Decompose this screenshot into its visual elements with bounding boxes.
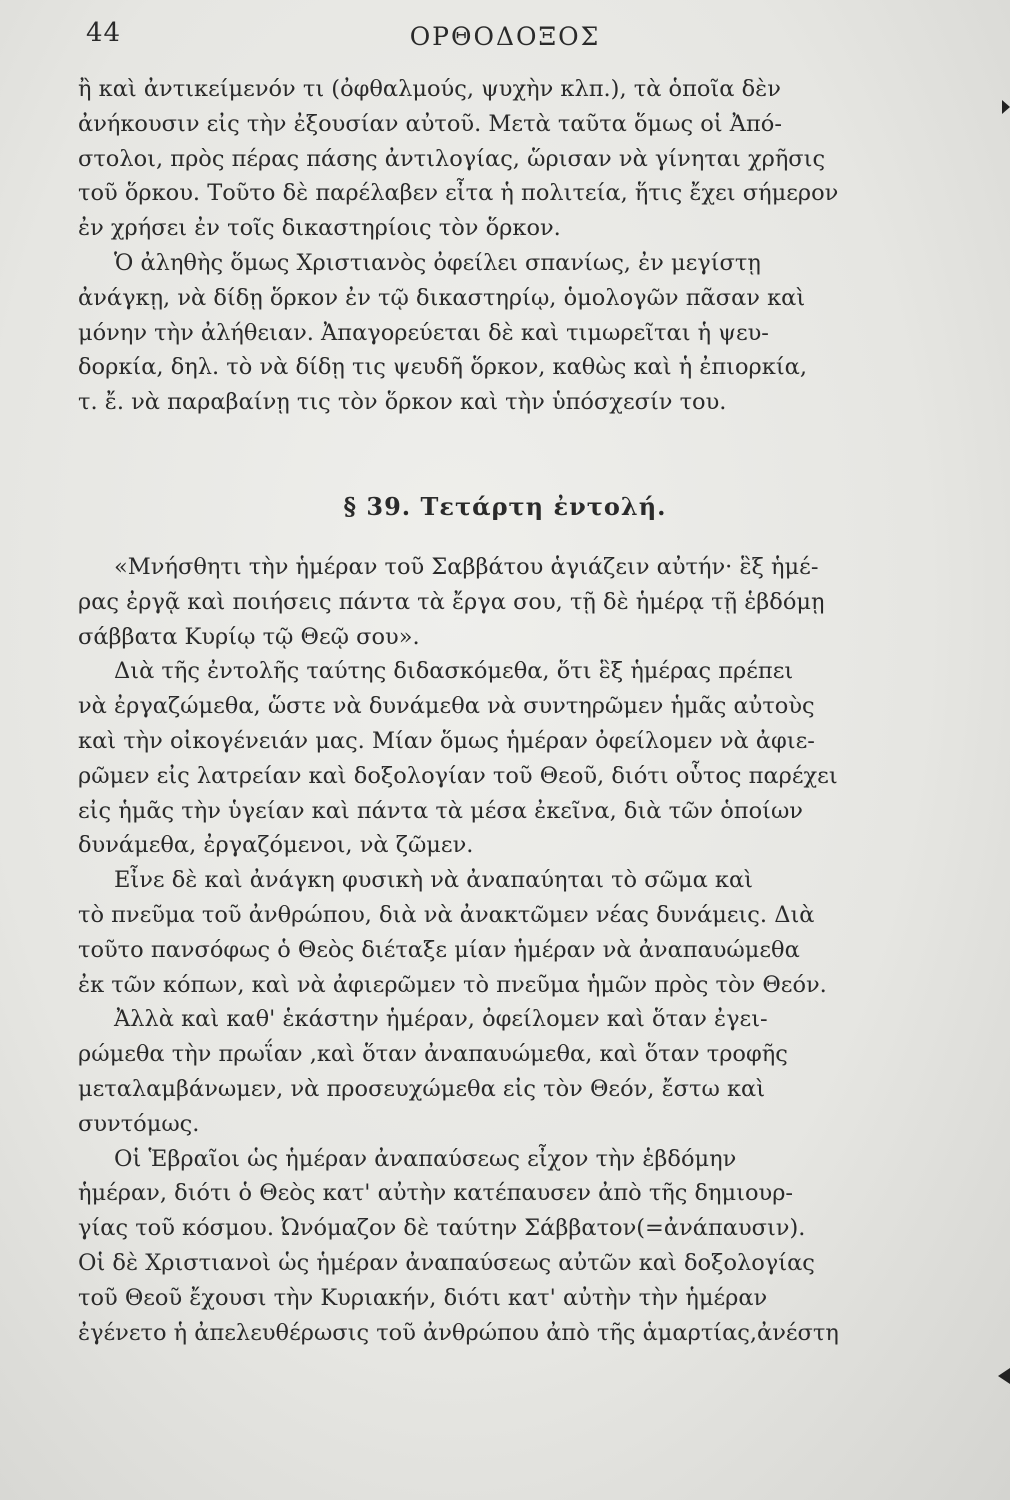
text-line: συντόμως. <box>78 1110 200 1137</box>
text-line: ἐγένετο ἡ ἀπελευθέρωσις τοῦ ἀνθρώπου ἀπὸ τῆς ἁμαρτίας,ἀνέστη <box>78 1319 839 1346</box>
text-line: ἢ καὶ ἀντικείμενόν τι (ὀφθαλμούς, ψυχὴν κλπ.), τὰ ὁποῖα δὲν <box>78 76 781 102</box>
text-line: ἀνήκουσιν εἰς τὴν ἐξουσίαν αὐτοῦ. Μετὰ ταῦτα ὅμως οἱ Ἀπό- <box>78 110 782 137</box>
text-line: Εἶνε δὲ καὶ ἀνάγκη φυσικὴ νὰ ἀναπαύηται τὸ σῶμα καὶ <box>114 867 753 894</box>
text-line: ἐκ τῶν κόπων, καὶ νὰ ἀφιερῶμεν τὸ πνεῦμα ἡμῶν πρὸς τὸν Θεόν. <box>78 971 827 998</box>
text-line: Ἀλλὰ καὶ καθ' ἑκάστην ἡμέραν, ὀφείλομεν καὶ ὅταν ἐγει- <box>114 1006 768 1033</box>
text-line: ρώμεθα τὴν πρωΐαν ,καὶ ὅταν ἀναπαυώμεθα, καὶ ὅταν τροφῆς <box>78 1041 788 1068</box>
text-line: δυνάμεθα, ἐργαζόμενοι, νὰ ζῶμεν. <box>78 832 474 859</box>
text-line: νὰ ἐργαζώμεθα, ὥστε νὰ δυνάμεθα νὰ συντηρῶμεν ἡμᾶς αὐτοὺς <box>78 693 815 720</box>
text-line: ρῶμεν εἰς λατρείαν καὶ δοξολογίαν τοῦ Θεοῦ, διότι οὗτος παρέχει <box>78 762 838 789</box>
text-block-top <box>78 72 898 420</box>
text-line: εἰς ἡμᾶς τὴν ὑγείαν καὶ πάντα τὰ μέσα ἐκεῖνα, διὰ τῶν ὁποίων <box>78 797 803 824</box>
text-line: τοῦ Θεοῦ ἔχουσι τὴν Κυριακήν, διότι κατ' αὐτὴν τὴν ἡμέραν <box>78 1284 768 1311</box>
text-line: μεταλαμβάνωμεν, νὰ προσευχώμεθα εἰς τὸν Θεόν, ἔστω καὶ <box>78 1075 766 1102</box>
text-line: «Μνήσθητι τὴν ἡμέραν τοῦ Σαββάτου ἁγιάζειν αὐτήν· ἓξ ἡμέ- <box>114 554 819 580</box>
text-line: τὸ πνεῦμα τοῦ ἀνθρώπου, διὰ νὰ ἀνακτῶμεν νέας δυνάμεις. Διὰ <box>78 901 815 928</box>
text-line: τ. ἔ. νὰ παραβαίνῃ τις τὸν ὅρκον καὶ τὴν ὑπόσχεσίν του. <box>78 389 727 416</box>
text-line: γίας τοῦ κόσμου. Ὠνόμαζον δὲ ταύτην Σάββατον(=ἀνάπαυσιν). <box>78 1215 806 1242</box>
text-line: ἡμέραν, διότι ὁ Θεὸς κατ' αὐτὴν κατέπαυσεν ἀπὸ τῆς δημιουρ- <box>78 1180 794 1207</box>
text-line: σάββατα Κυρίῳ τῷ Θεῷ σου». <box>78 623 420 650</box>
section-heading: § 39. Τετάρτη ἐντολή. <box>343 492 667 521</box>
text-line: Οἱ Ἑβραῖοι ὡς ἡμέραν ἀναπαύσεως εἶχον τὴν ἑβδόμην <box>114 1145 737 1172</box>
text-line: δορκία, δηλ. τὸ νὰ δίδῃ τις ψευδῆ ὅρκον, καθὼς καὶ ἡ ἐπιορκία, <box>78 354 808 381</box>
text-block-body <box>78 550 898 1350</box>
scan-edge-mark <box>998 1368 1010 1384</box>
running-head: ΟΡΘΟΔΟΞΟΣ <box>409 22 601 51</box>
text-line: Διὰ τῆς ἐντολῆς ταύτης διδασκόμεθα, ὅτι ἓξ ἡμέρας πρέπει <box>114 658 794 685</box>
text-line: ἐν χρήσει ἐν τοῖς δικαστηρίοις τὸν ὅρκον. <box>78 215 561 242</box>
text-line: ρας ἐργᾷ καὶ ποιήσεις πάντα τὰ ἔργα σου, τῇ δὲ ἡμέρᾳ τῇ ἑβδόμῃ <box>78 588 825 615</box>
scan-edge-mark <box>1002 100 1010 114</box>
text-line: στολοι, πρὸς πέρας πάσης ἀντιλογίας, ὥρισαν νὰ γίνηται χρῆσις <box>78 145 826 172</box>
text-line: ἀνάγκῃ, νὰ δίδῃ ὅρκον ἐν τῷ δικαστηρίῳ, ὁμολογῶν πᾶσαν καὶ <box>78 284 806 311</box>
page-number: 44 <box>86 18 122 48</box>
text-line: Οἱ δὲ Χριστιανοὶ ὡς ἡμέραν ἀναπαύσεως αὐτῶν καὶ δοξολογίας <box>78 1249 815 1276</box>
text-line: μόνην τὴν ἀλήθειαν. Ἀπαγορεύεται δὲ καὶ τιμωρεῖται ἡ ψευ- <box>78 319 769 346</box>
text-line: τοῦ ὅρκου. Τοῦτο δὲ παρέλαβεν εἶτα ἡ πολιτεία, ἥτις ἔχει σήμερον <box>78 180 839 207</box>
text-line: τοῦτο πανσόφως ὁ Θεὸς διέταξε μίαν ἡμέραν νὰ ἀναπαυώμεθα <box>78 936 800 963</box>
text-line: Ὁ ἀληθὴς ὅμως Χριστιανὸς ὀφείλει σπανίως, ἐν μεγίστῃ <box>114 249 761 276</box>
text-line: καὶ τὴν οἰκογένειάν μας. Μίαν ὅμως ἡμέραν ὀφείλομεν νὰ ἀφιε- <box>78 727 815 754</box>
